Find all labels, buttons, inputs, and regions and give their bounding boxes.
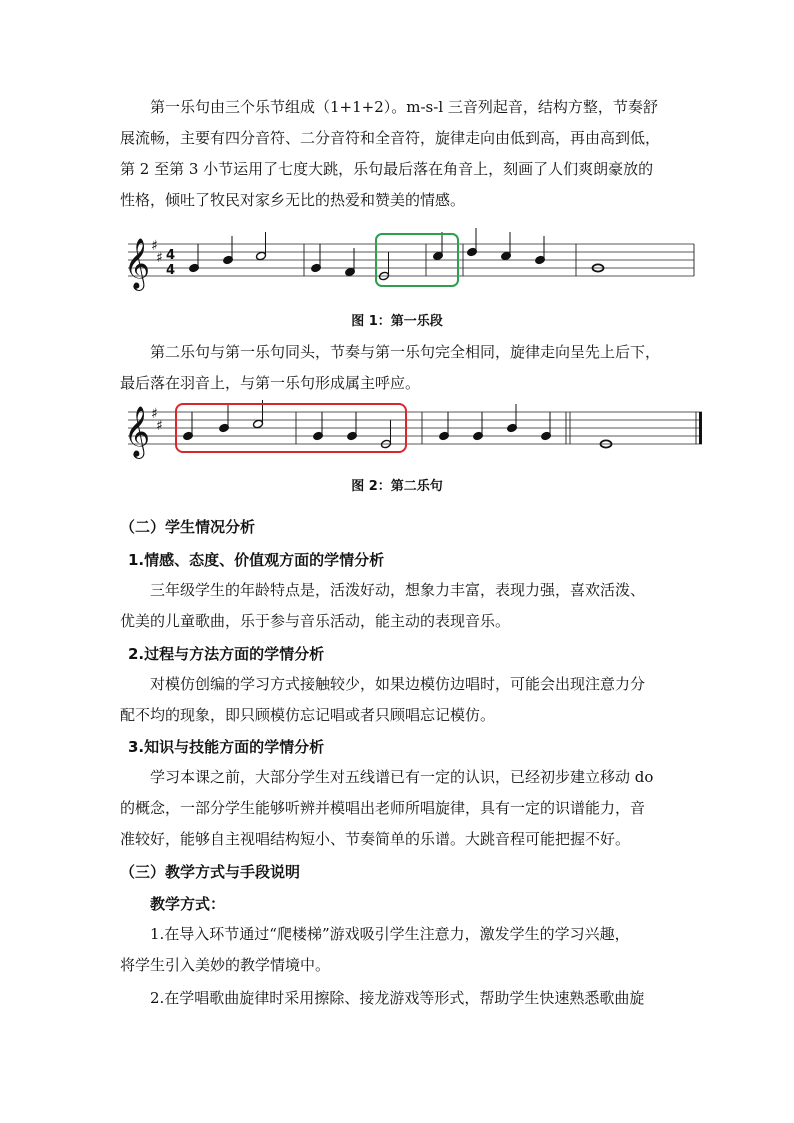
section-title: （二）学生情况分析 bbox=[120, 518, 256, 536]
half-note bbox=[379, 252, 390, 281]
treble-clef-icon: 𝄞 bbox=[124, 238, 151, 289]
note bbox=[313, 412, 324, 441]
time-signature-bottom: 4 bbox=[166, 263, 176, 278]
text-line: 性格，倾吐了牧民对家乡无比的热爱和赞美的情感。 bbox=[120, 191, 466, 209]
text-line: 学习本课之前，大部分学生对五线谱已有一定的认识，已经初步建立移动 do bbox=[150, 768, 654, 786]
paragraph bbox=[120, 919, 676, 1014]
music-staff-figure-1 bbox=[118, 226, 698, 292]
time-signature-top: 4 bbox=[166, 248, 176, 263]
text-line: 的概念，一部分学生能够听辨并模唱出老师所唱旋律，具有一定的识谱能力，音 bbox=[120, 799, 646, 817]
text-line: 第一乐句由三个乐节组成（1+1+2）。m-s-l 三音列起音，结构方整，节奏舒 bbox=[150, 98, 658, 116]
text-line: 第二乐句与第一乐句同头，节奏与第一乐句完全相同，旋律走向呈先上后下， bbox=[150, 343, 661, 361]
note bbox=[223, 236, 234, 265]
text-line: 第 2 至第 3 小节运用了七度大跳，乐句最后落在角音上，刻画了人们爽朗豪放的 bbox=[120, 160, 654, 178]
sharp-sign-icon: ♯ bbox=[156, 418, 163, 434]
text-line: 三年级学生的年龄特点是，活泼好动，想象力丰富，表现力强，喜欢活泼、 bbox=[150, 581, 646, 599]
sharp-sign-icon: ♯ bbox=[156, 250, 163, 266]
sharp-sign-icon: ♯ bbox=[151, 238, 158, 254]
text-line: 2.在学唱歌曲旋律时采用擦除、接龙游戏等形式，帮助学生快速熟悉歌曲旋 bbox=[150, 989, 645, 1007]
half-note bbox=[381, 420, 392, 449]
text-line: 配不均的现象，即只顾模仿忘记唱或者只顾唱忘记模仿。 bbox=[120, 706, 496, 724]
text-line: 对模仿创编的学习方式接触较少，如果边模仿边唱时，可能会出现注意力分 bbox=[150, 675, 646, 693]
final-bar-line bbox=[699, 412, 702, 444]
note bbox=[219, 404, 230, 433]
text-line: 最后落在羽音上，与第一乐句形成属主呼应。 bbox=[120, 374, 421, 392]
section-title: （三）教学方式与手段说明 bbox=[120, 863, 301, 881]
intro-paragraph bbox=[120, 92, 676, 216]
sharp-sign-icon: ♯ bbox=[151, 406, 158, 422]
method-label: 教学方式： bbox=[150, 895, 226, 913]
note bbox=[541, 412, 552, 441]
subsection-title: 1.情感、态度、价值观方面的学情分析 bbox=[128, 551, 385, 569]
figure-1-caption: 图 1：第一乐段 bbox=[351, 314, 443, 329]
half-note bbox=[256, 232, 267, 261]
music-staff-figure-2 bbox=[118, 398, 708, 458]
treble-clef-icon: 𝄞 bbox=[124, 406, 151, 457]
note bbox=[347, 412, 358, 441]
paragraph bbox=[120, 575, 676, 637]
note bbox=[189, 244, 200, 273]
note bbox=[311, 244, 322, 273]
note bbox=[501, 232, 512, 261]
subsection-title: 3.知识与技能方面的学情分析 bbox=[128, 738, 325, 756]
note bbox=[467, 228, 478, 257]
note bbox=[183, 412, 194, 441]
text-line: 展流畅，主要有四分音符、二分音符和全音符，旋律走向由低到高，再由高到低， bbox=[120, 129, 661, 147]
note bbox=[535, 236, 546, 265]
subsection-title: 2.过程与方法方面的学情分析 bbox=[128, 645, 325, 663]
note bbox=[507, 404, 518, 433]
text-line: 准较好，能够自主视唱结构短小、节奏简单的乐谱。大跳音程可能把握不好。 bbox=[120, 830, 631, 848]
paragraph bbox=[120, 762, 676, 855]
note bbox=[439, 412, 450, 441]
note bbox=[433, 232, 444, 261]
figure-2-caption: 图 2：第二乐句 bbox=[351, 479, 443, 494]
note bbox=[473, 412, 484, 441]
staff-lines bbox=[128, 412, 702, 444]
text-line: 优美的儿童歌曲，乐于参与音乐活动，能主动的表现音乐。 bbox=[120, 612, 511, 630]
text-line: 将学生引入美妙的教学情境中。 bbox=[120, 956, 331, 974]
paragraph bbox=[120, 669, 676, 731]
text-line: 1.在导入环节通过“爬楼梯”游戏吸引学生注意力，激发学生的学习兴趣， bbox=[150, 925, 630, 943]
second-paragraph bbox=[120, 337, 676, 399]
staff-lines bbox=[128, 244, 694, 276]
